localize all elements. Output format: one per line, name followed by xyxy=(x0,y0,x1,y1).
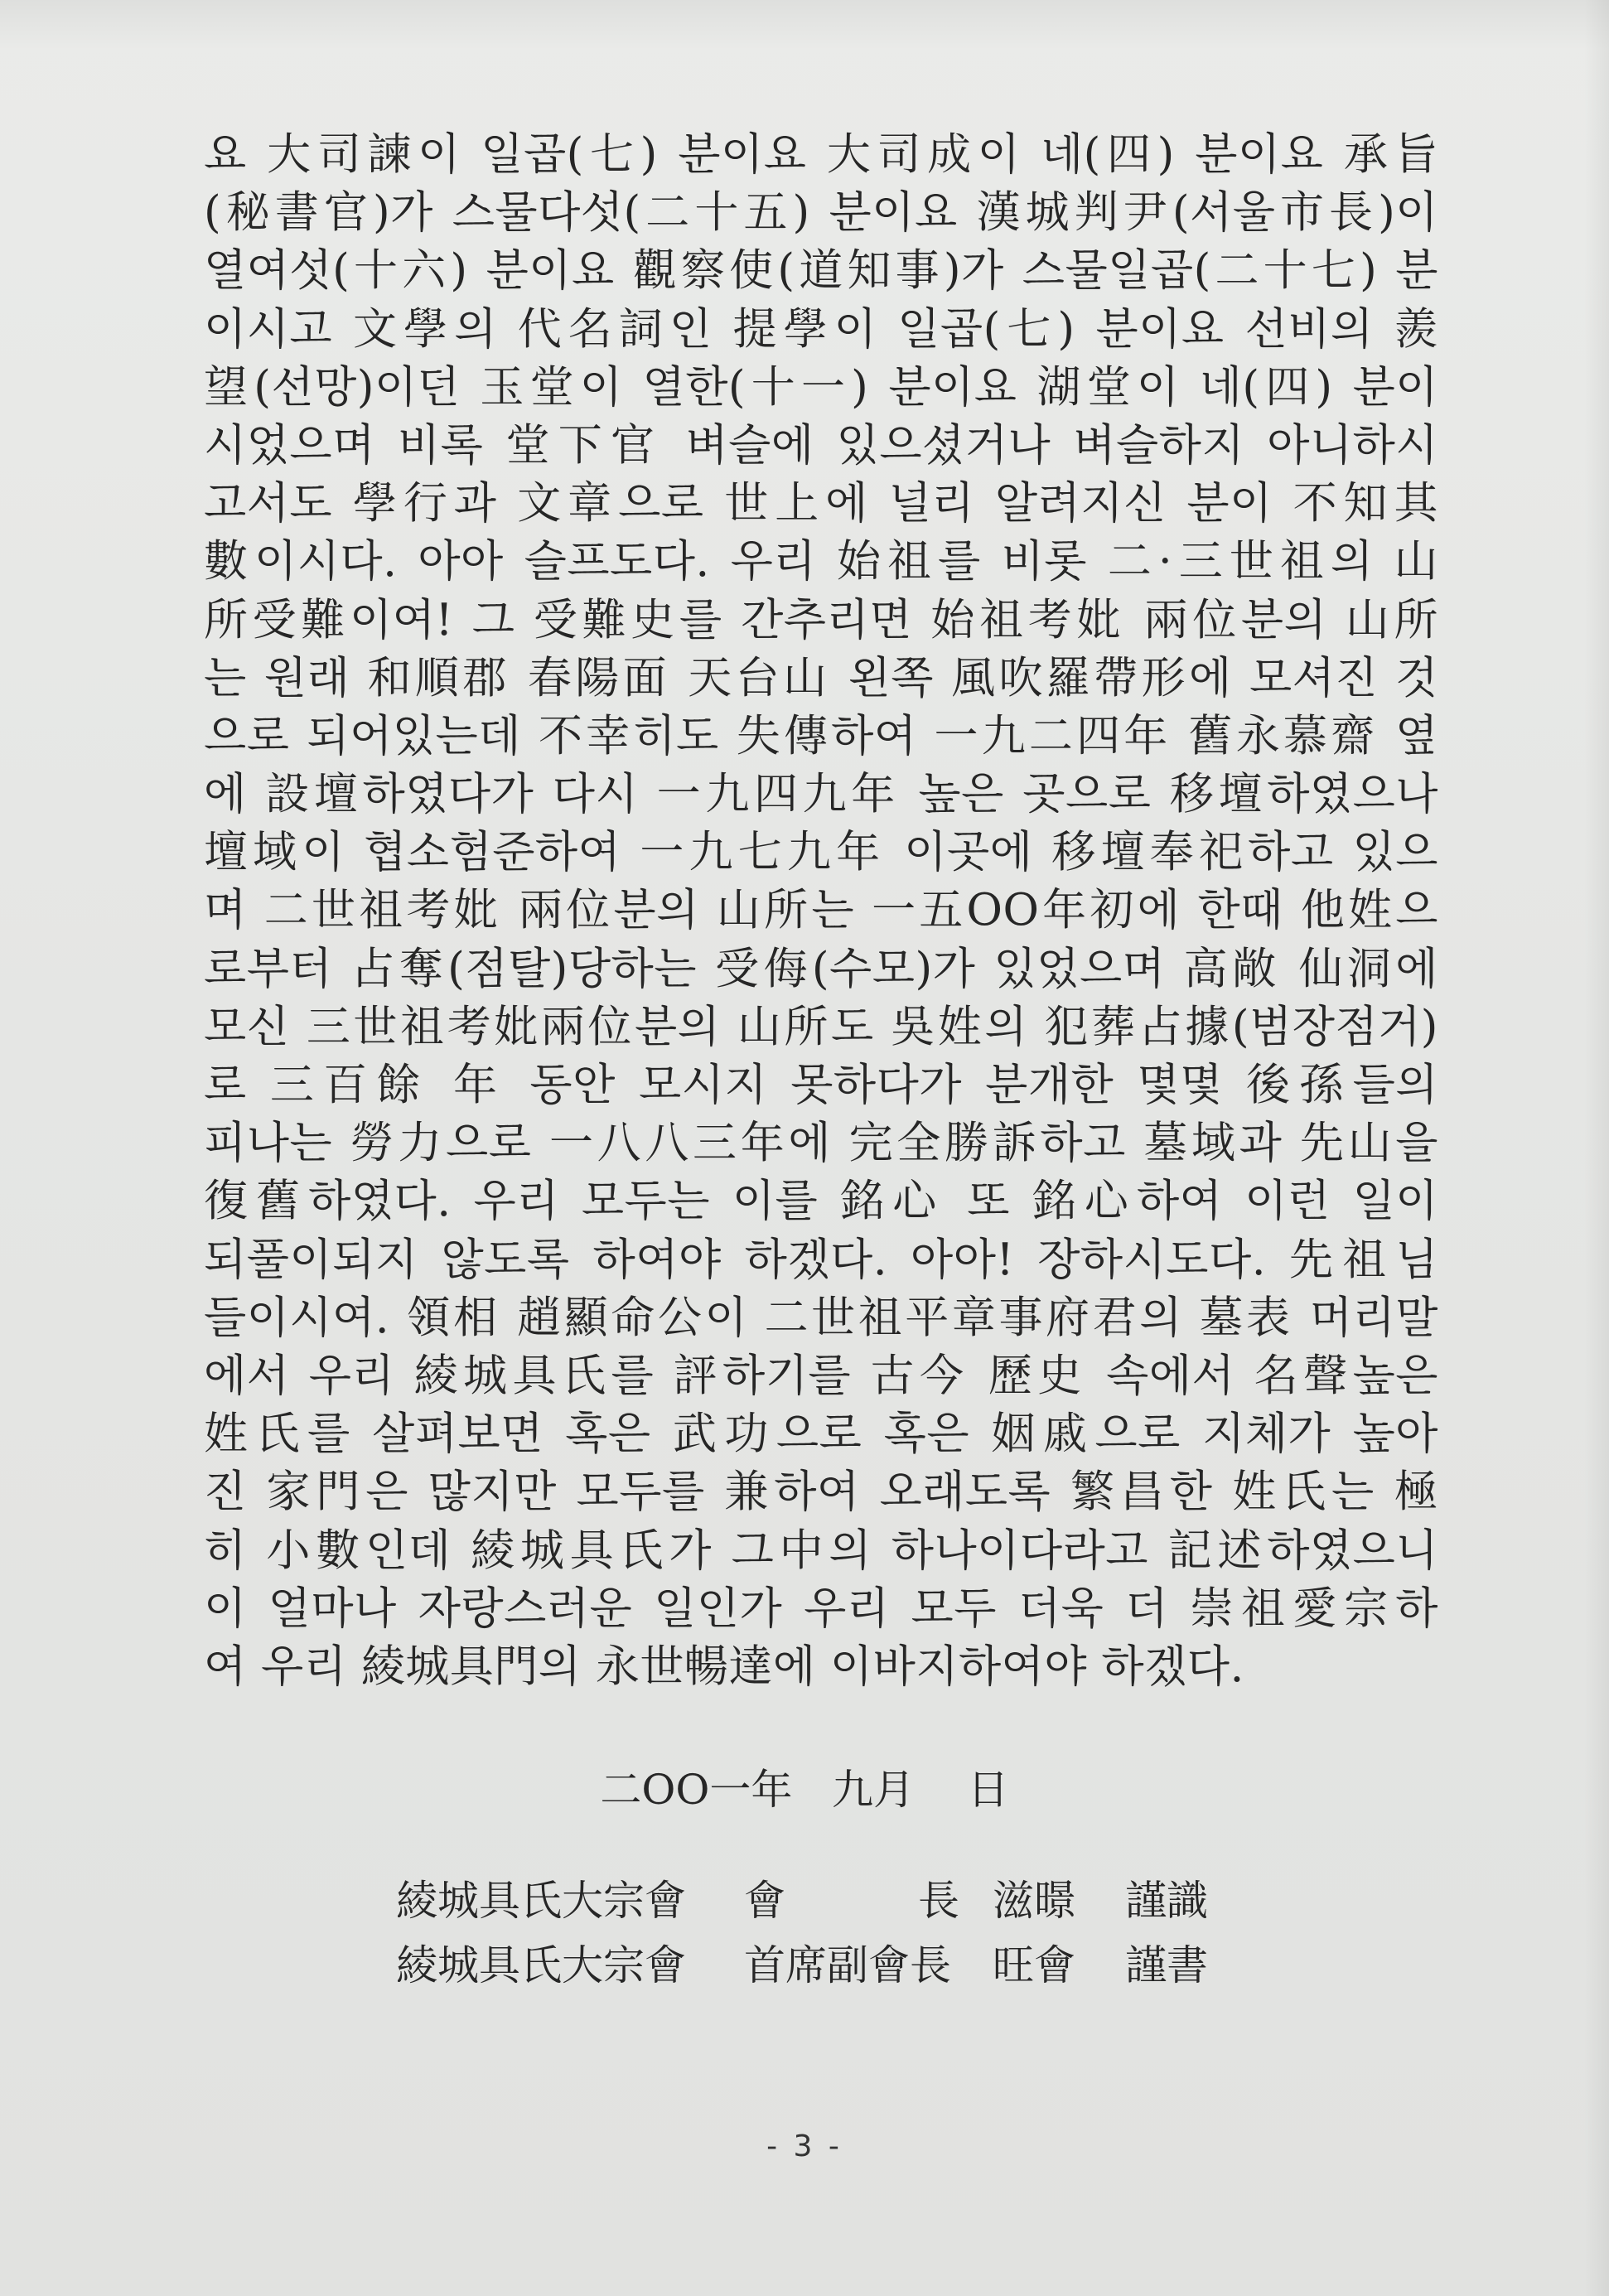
body-line: 數이시다. 아아 슬프도다. 우리 始祖를 비롯 二·三世祖의 山 xyxy=(204,536,1438,587)
signature-name: 旺會 xyxy=(993,1941,1075,1989)
signature-position xyxy=(744,1868,993,1933)
body-line: 에서 우리 綾城具氏를 評하기를 古今 歷史 속에서 名聲높은 xyxy=(204,1350,1438,1401)
signature-name: 滋暻 xyxy=(993,1877,1075,1925)
signature-action: 謹識 xyxy=(1125,1877,1208,1925)
body-line: 에 設壇하였다가 다시 一九四九年 높은 곳으로 移壇하였으나 xyxy=(204,769,1438,820)
body-line: 진 家門은 많지만 모두를 兼하여 오래도록 繁昌한 姓氏는 極 xyxy=(204,1467,1438,1518)
body-line: (秘書官)가 스물다섯(二十五) 분이요 漢城判尹(서울市長)이 xyxy=(204,187,1438,239)
body-line: 이시고 文學의 代名詞인 提學이 일곱(七) 분이요 선비의 羨 xyxy=(204,303,1438,355)
signature-position: 首席副會長 xyxy=(744,1941,951,1989)
signature-block xyxy=(396,1868,1225,1998)
body-line: 이 얼마나 자랑스러운 일인가 우리 모두 더욱 더 崇祖愛宗하 xyxy=(204,1583,1438,1634)
body-line: 로부터 占奪(점탈)당하는 受侮(수모)가 있었으며 高敞 仙洞에 xyxy=(204,943,1438,994)
body-line: 으로 되어있는데 不幸히도 失傳하여 一九二四年 舊永慕齋 옆 xyxy=(204,710,1438,761)
signature-position-part: 會 xyxy=(744,1877,785,1925)
body-line: 열여섯(十六) 분이요 觀察使(道知事)가 스물일곱(二十七) 분 xyxy=(204,245,1438,297)
body-line: 들이시여. 領相 趙顯命公이 二世祖平章事府君의 墓表 머리말 xyxy=(204,1292,1438,1343)
scan-shadow-top xyxy=(0,0,1609,50)
body-line: 여 우리 綾城具門의 永世暢達에 이바지하여야 하겠다. xyxy=(204,1641,1244,1692)
body-line: 姓氏를 살펴보면 혹은 武功으로 혹은 姻戚으로 지체가 높아 xyxy=(204,1409,1438,1460)
signature-organization: 綾城具氏大宗會 xyxy=(396,1877,686,1925)
body-line: 며 二世祖考妣 兩位분의 山所는 一五OO年初에 한때 他姓으 xyxy=(204,885,1438,936)
signature-row-vice-chairman xyxy=(396,1933,1225,1998)
body-line: 모신 三世祖考妣兩位분의 山所도 吳姓의 犯葬占據(범장점거) xyxy=(204,1001,1438,1052)
body-line: 히 小數인데 綾城具氏가 그中의 하나이다라고 記述하였으니 xyxy=(204,1525,1438,1576)
signature-position-part: 長 xyxy=(918,1877,959,1925)
signature-organization: 綾城具氏大宗會 xyxy=(396,1941,686,1989)
body-line: 피나는 勞力으로 一八八三年에 完全勝訴하고 墓域과 先山을 xyxy=(204,1118,1438,1169)
body-line: 壇域이 협소험준하여 一九七九年 이곳에 移壇奉祀하고 있으 xyxy=(204,827,1438,878)
signature-row-chairman xyxy=(396,1868,1225,1933)
body-line: 요 大司諫이 일곱(七) 분이요 大司成이 네(四) 분이요 承旨 xyxy=(204,129,1438,180)
body-line: 로 三百餘 年 동안 모시지 못하다가 분개한 몇몇 後孫들의 xyxy=(204,1060,1438,1110)
body-line: 되풀이되지 않도록 하여야 하겠다. 아아! 장하시도다. 先祖님 xyxy=(204,1234,1438,1285)
body-line: 고서도 學行과 文章으로 世上에 널리 알려지신 분이 不知其 xyxy=(204,478,1438,529)
signature-action: 謹書 xyxy=(1125,1941,1208,1989)
body-line: 는 원래 和順郡 春陽面 天台山 왼쪽 風吹羅帶形에 모셔진 것 xyxy=(204,652,1438,703)
page-number: - 3 - xyxy=(766,2129,843,2163)
body-line: 시었으며 비록 堂下官 벼슬에 있으셨거나 벼슬하지 아니하시 xyxy=(204,419,1438,471)
document-date: 二OO一年 九月 日 xyxy=(600,1766,1009,1814)
body-line: 所受難이여! 그 受難史를 간추리면 始祖考妣 兩位분의 山所 xyxy=(204,594,1438,645)
body-line: 望(선망)이던 玉堂이 열한(十一) 분이요 湖堂이 네(四) 분이 xyxy=(204,361,1438,413)
body-paragraph xyxy=(204,126,1438,1696)
scan-shadow-right xyxy=(1584,0,1609,2296)
body-line: 復舊하였다. 우리 모두는 이를 銘心 또 銘心하여 이런 일이 xyxy=(204,1176,1438,1227)
